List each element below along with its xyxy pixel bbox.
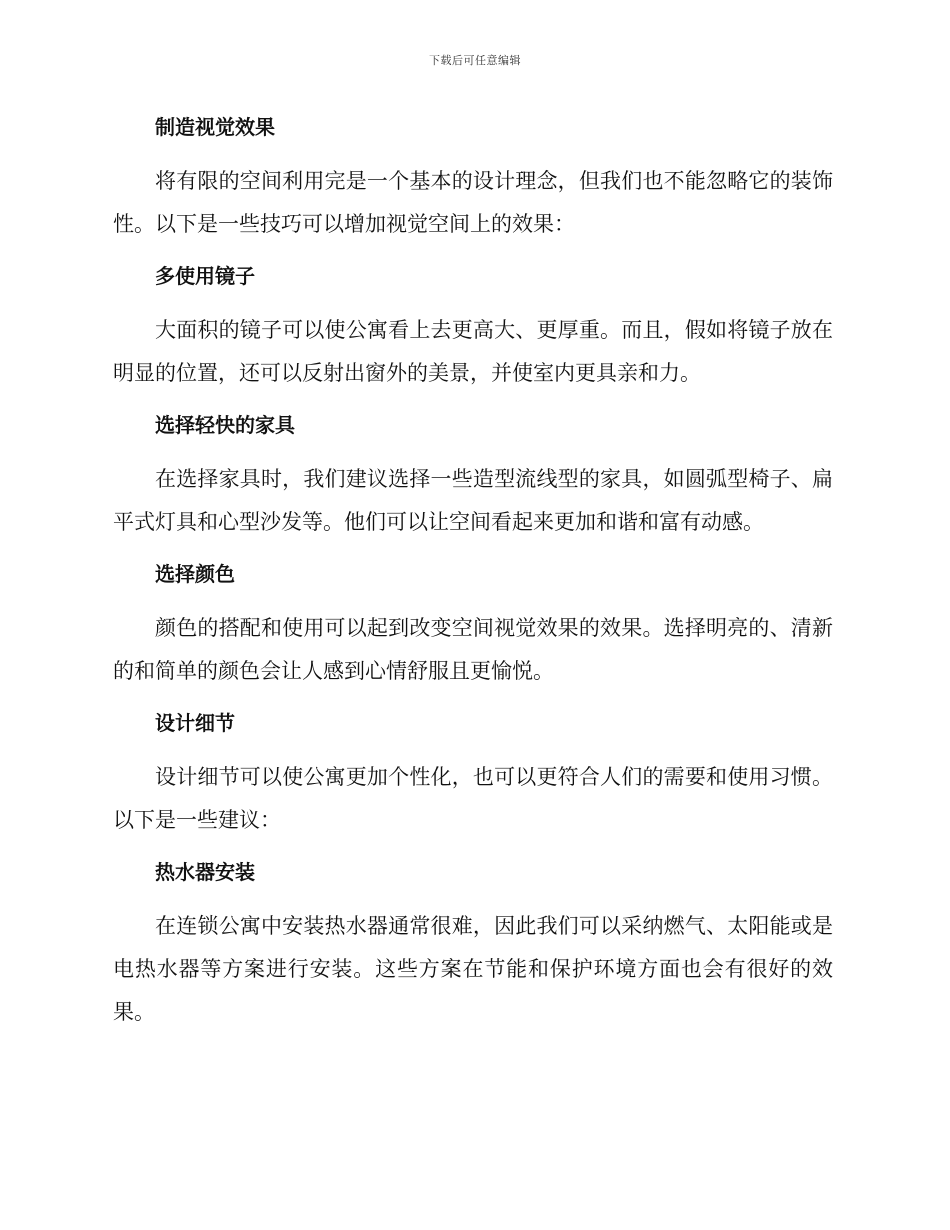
- section-heading: 多使用镜子: [155, 264, 255, 288]
- section-heading: 选择颜色: [155, 562, 235, 586]
- section-paragraph: 大面积的镜子可以使公寓看上去更高大、更厚重。而且，假如将镜子放在明显的位置，还可以反射出窗外的美景，并使室内更具亲和力。: [113, 318, 833, 385]
- section-mirrors: [113, 256, 833, 405]
- section-visual-effect: [113, 107, 833, 256]
- section-furniture: [113, 405, 833, 554]
- section-paragraph: 将有限的空间利用完是一个基本的设计理念，但我们也不能忽略它的装饰性。以下是一些技巧可以增加视觉空间上的效果：: [113, 169, 833, 236]
- section-colors: [113, 554, 833, 703]
- section-paragraph: 在选择家具时，我们建议选择一些造型流线型的家具，如圆弧型椅子、扁平式灯具和心型沙发等。他们可以让空间看起来更加和谐和富有动感。: [113, 467, 833, 534]
- section-heading: 热水器安装: [155, 860, 255, 884]
- section-heading: 选择轻快的家具: [155, 413, 295, 437]
- document-body: [113, 107, 833, 1034]
- section-heading: 设计细节: [155, 711, 235, 735]
- section-paragraph: 在连锁公寓中安装热水器通常很难，因此我们可以采纳燃气、太阳能或是电热水器等方案进行安装。这些方案在节能和保护环境方面也会有很好的效果。: [113, 914, 833, 1024]
- section-details: [113, 703, 833, 852]
- section-heading: 制造视觉效果: [155, 115, 275, 139]
- section-paragraph: 颜色的搭配和使用可以起到改变空间视觉效果的效果。选择明亮的、清新的和简单的颜色会让人感到心情舒服且更愉悦。: [113, 616, 833, 683]
- section-water-heater: [113, 852, 833, 1034]
- section-paragraph: 设计细节可以使公寓更加个性化，也可以更符合人们的需要和使用习惯。以下是一些建议：: [113, 765, 833, 832]
- page-header: 下载后可任意编辑: [429, 54, 521, 67]
